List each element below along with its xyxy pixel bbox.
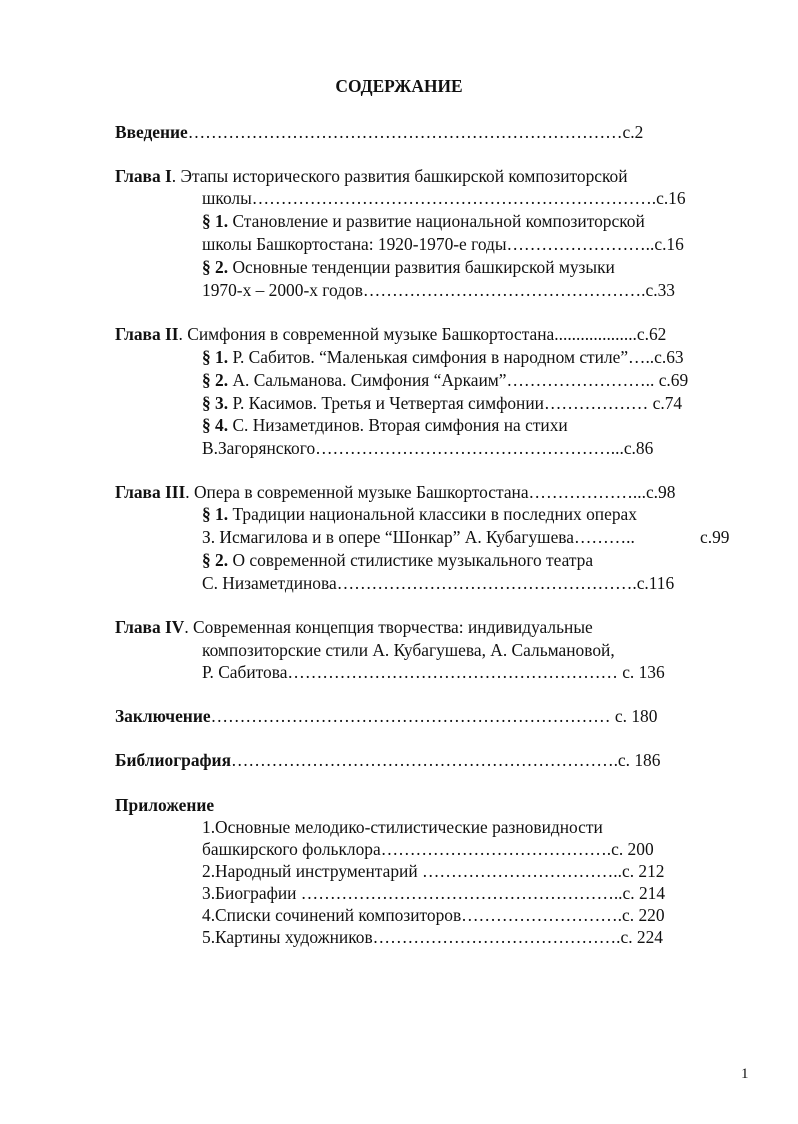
toc-section-2-2[interactable] [202, 369, 688, 391]
chapter-label: Глава II [115, 324, 179, 344]
toc-section-1-2[interactable] [202, 256, 615, 278]
entry-label: Заключение [115, 706, 211, 726]
toc-appendix-item-5[interactable]: 5.Картины художников…………………………………….с. 224 [202, 927, 664, 947]
section-symbol: § 3. [202, 393, 229, 413]
chapter-label: Глава IV [115, 617, 185, 637]
toc-chapter-3-title[interactable] [115, 481, 675, 503]
entry-label: Библиография [115, 750, 231, 770]
toc-section-2-1[interactable] [202, 346, 684, 368]
toc-section-3-1[interactable] [202, 503, 637, 525]
section-title: Традиции национальной классики в последних операх [228, 504, 637, 524]
section-symbol: § 1. [202, 211, 229, 231]
section-title: Р. Сабитов. “Маленькая симфония в народном стиле”…..с.63 [228, 347, 684, 367]
page-number: 1 [741, 1066, 749, 1082]
section-symbol: § 1. [202, 504, 229, 524]
chapter-title: . Опера в современной музыке Башкортостана………………...с.98 [185, 482, 676, 502]
chapter-label: Глава I [115, 166, 172, 186]
entry-page-line: …………………………………………………………… с. 180 [210, 706, 658, 726]
toc-section-3-2-page-line[interactable]: С. Низаметдинова…………………………………………….с.116 [202, 573, 675, 593]
section-title: Основные тенденции развития башкирской музыки [228, 257, 615, 277]
chapter-title: . Этапы исторического развития башкирской композиторской [171, 166, 628, 186]
toc-section-1-1[interactable] [202, 210, 645, 232]
toc-chapter-4-page-line[interactable]: Р. Сабитова………………………………………………… с. 136 [202, 662, 665, 682]
section-symbol: § 1. [202, 347, 229, 367]
toc-appendix-item-3[interactable]: 3.Биографии ………………………………………………..с. 214 [202, 883, 666, 903]
toc-section-3-1-page-line[interactable]: З. Исмагилова и в опере “Шонкар” А. Кубагушева……….. [202, 527, 635, 547]
toc-chapter-4-title[interactable] [115, 616, 593, 638]
section-symbol: § 4. [202, 415, 229, 435]
toc-section-3-1-page: с.99 [700, 527, 730, 547]
toc-chapter-2-title[interactable] [115, 323, 666, 345]
toc-entry-bibliography[interactable] [115, 749, 660, 771]
page-title: СОДЕРЖАНИЕ [335, 76, 463, 96]
toc-appendix-item-1-page-line[interactable]: башкирского фольклора………………………………….с. 200 [202, 839, 654, 859]
dot-leader: ………………………………………………………………… [187, 122, 623, 142]
toc-appendix-item-1[interactable]: 1.Основные мелодико-стилистические разновидности [202, 817, 603, 837]
toc-appendix-heading: Приложение [115, 795, 215, 815]
toc-chapter-4-title-line-2: композиторские стили А. Кубагушева, А. Сальмановой, [202, 640, 615, 660]
section-symbol: § 2. [202, 257, 229, 277]
toc-section-2-3[interactable] [202, 392, 682, 414]
section-symbol: § 2. [202, 370, 229, 390]
section-title: О современной стилистике музыкального театра [228, 550, 594, 570]
toc-section-1-2-page-line[interactable]: 1970-х – 2000-х годов………………………………………….с.33 [202, 280, 675, 300]
toc-entry-conclusion[interactable] [115, 705, 657, 727]
toc-chapter-1-title[interactable] [115, 165, 628, 187]
section-title: Становление и развитие национальной композиторской [228, 211, 645, 231]
section-symbol: § 2. [202, 550, 229, 570]
toc-appendix-item-4[interactable]: 4.Списки сочинений композиторов……………………….с. 220 [202, 905, 665, 925]
toc-section-1-1-page-line[interactable]: школы Башкортостана: 1920-1970-е годы……………………..с.16 [202, 234, 684, 254]
chapter-title: . Симфония в современной музыке Башкортостана...................с.62 [178, 324, 667, 344]
toc-appendix-item-2[interactable]: 2.Народный инструментарий ……………………………..с. 212 [202, 861, 665, 881]
toc-section-2-4-page-line[interactable]: В.Загорянского……………………………………………...с.86 [202, 438, 654, 458]
toc-section-3-2[interactable] [202, 549, 593, 571]
chapter-label: Глава III [115, 482, 186, 502]
toc-chapter-1-page-line[interactable]: школы…………………………………………………………….с.16 [202, 188, 686, 208]
section-title: А. Сальманова. Симфония “Аркаим”…………………….. с.69 [228, 370, 689, 390]
chapter-title: . Современная концепция творчества: индивидуальные [184, 617, 593, 637]
entry-page: с.2 [622, 122, 644, 142]
entry-page-line: ………………………………………………………….с. 186 [230, 750, 661, 770]
toc-section-2-4[interactable] [202, 414, 568, 436]
entry-label: Введение [115, 122, 188, 142]
toc-entry-introduction[interactable] [115, 121, 643, 143]
section-title: С. Низаметдинов. Вторая симфония на стихи [228, 415, 568, 435]
section-title: Р. Касимов. Третья и Четвертая симфонии……………… с.74 [228, 393, 683, 413]
